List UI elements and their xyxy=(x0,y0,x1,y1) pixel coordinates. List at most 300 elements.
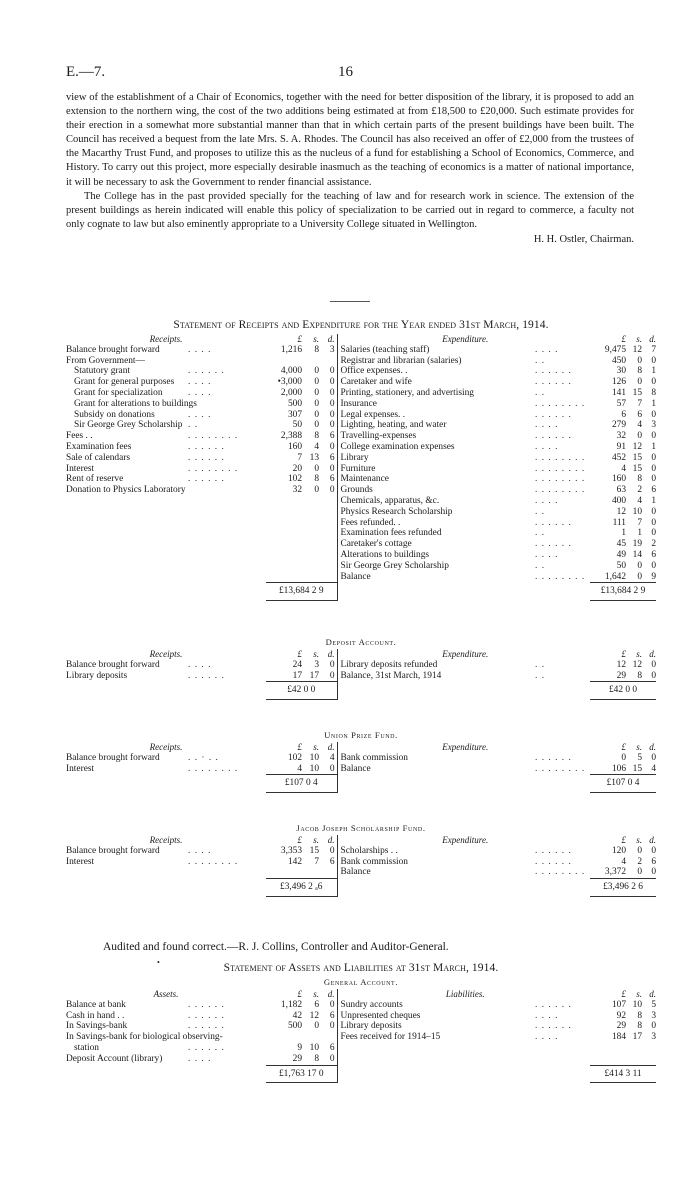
receipts-heading: Receipts. xyxy=(149,649,183,659)
receipt-pence: 0 xyxy=(319,420,337,431)
expenditure-shillings: 2 xyxy=(637,485,642,496)
expenditure-heading: Expenditure. xyxy=(337,649,590,660)
dot-leader: . . . . . . . . xyxy=(535,398,586,409)
receipt-pence: 0 xyxy=(319,399,337,410)
expenditure-pence: 1 xyxy=(651,398,656,409)
expenditure-pence: 6 xyxy=(651,856,656,867)
expenditure-shillings: 10 xyxy=(632,506,642,517)
expenditure-pounds: 400 xyxy=(611,495,626,506)
table-row xyxy=(66,1021,656,1032)
dot-leader: . . . . xyxy=(535,344,559,355)
receipt-shillings: 7 xyxy=(314,856,319,867)
expenditure-pounds: 91 xyxy=(616,441,626,452)
receipt-shillings: 13 xyxy=(309,452,319,463)
receipt-pounds xyxy=(266,572,302,583)
receipt-shillings: 8 xyxy=(314,344,319,355)
expenditure-pounds: 6 xyxy=(621,409,626,420)
receipt-shillings: 0 xyxy=(314,409,319,420)
spacer xyxy=(66,1065,266,1083)
receipt-pence: 0 xyxy=(319,377,337,388)
receipt-pence: 6 xyxy=(319,431,337,442)
dot-leader: . . . . . . . . xyxy=(535,474,586,485)
expenditure-item: Sundry accounts xyxy=(337,1000,535,1011)
receipt-shillings xyxy=(302,867,319,878)
pence-header: d. xyxy=(649,334,656,344)
expenditure-pence: 0 xyxy=(651,377,656,388)
expenditure-shillings: 0 xyxy=(637,560,642,571)
receipt-item xyxy=(66,561,188,572)
receipt-shillings: 6 xyxy=(314,999,319,1010)
dot-leader: . . . . . . xyxy=(535,999,572,1010)
expenditure-pence: 0 xyxy=(651,845,656,856)
expenditure-shillings xyxy=(626,1054,642,1065)
expenditure-item: Fees refunded. . xyxy=(337,518,535,529)
table-row xyxy=(66,1000,656,1011)
dot-leader: . . . . . . . . xyxy=(535,763,586,774)
expenditure-pence: 9 xyxy=(651,571,656,582)
table-row xyxy=(66,671,656,682)
receipt-pence: 0 xyxy=(319,846,337,857)
expenditure-pounds: 452 xyxy=(611,452,626,463)
totals-row xyxy=(66,775,656,793)
receipt-shillings: 12 xyxy=(309,1010,319,1021)
receipt-pence xyxy=(319,867,337,878)
dot-leader: . . . . xyxy=(188,659,212,670)
expenditure-pounds: 92 xyxy=(616,1010,627,1021)
receipt-pounds: 102 xyxy=(287,474,302,485)
expenditure-pounds: 29 xyxy=(616,1021,627,1032)
account-table xyxy=(66,334,656,601)
receipts-heading: Receipts. xyxy=(149,742,183,752)
page-number: 16 xyxy=(338,64,353,80)
pence-header: d. xyxy=(649,649,656,659)
receipt-item: Library deposits xyxy=(66,670,128,681)
expenditure-pence: 0 xyxy=(651,452,656,463)
receipt-shillings: 0 xyxy=(314,366,319,377)
receipt-pence: 4 xyxy=(319,753,337,764)
table-row xyxy=(66,388,656,399)
receipt-shillings: 8 xyxy=(314,431,319,442)
receipt-shillings: 0 xyxy=(314,420,319,431)
receipt-item: Examination fees xyxy=(66,441,132,452)
expenditure-item: Fees received for 1914–15 xyxy=(337,1032,535,1043)
expenditure-item: Legal expenses. . xyxy=(337,410,535,421)
expenditure-item: Examination fees refunded xyxy=(337,528,535,539)
receipt-pence: 6 xyxy=(319,1043,337,1054)
expenditure-item: Balance xyxy=(337,867,535,878)
expenditure-pounds xyxy=(590,1043,626,1054)
expenditure-item: Chemicals, apparatus, &c. xyxy=(337,496,535,507)
receipt-pence: 0 xyxy=(319,1054,337,1065)
table-row xyxy=(66,496,656,507)
receipt-pence: 0 xyxy=(319,366,337,377)
dot-leader: . . . . xyxy=(535,1010,559,1021)
expenditure-item: Bank commission xyxy=(337,753,535,764)
receipt-item: Sir George Grey Scholarship xyxy=(74,420,183,431)
table-row xyxy=(66,753,656,764)
expenditure-shillings: 4 xyxy=(637,420,642,431)
receipt-pounds xyxy=(266,867,302,878)
expenditure-pence: 7 xyxy=(651,344,656,355)
receipt-shillings: 0 xyxy=(314,485,319,496)
expenditure-shillings: 6 xyxy=(637,409,642,420)
table-row xyxy=(66,846,656,857)
expenditure-pounds: 184 xyxy=(611,1032,627,1043)
expenditure-item: Unpresented cheques xyxy=(337,1011,535,1022)
receipt-pence xyxy=(319,561,337,572)
jacob-joseph-scholarship-fund xyxy=(66,823,656,897)
pounds-header: £ xyxy=(621,334,626,344)
expenditure-pence: 3 xyxy=(651,1010,657,1021)
receipt-pounds: 7 xyxy=(297,452,302,463)
expenditure-pounds: 32 xyxy=(616,431,626,442)
receipt-pounds xyxy=(266,356,302,367)
dot-leader: . . xyxy=(535,659,546,670)
dot-leader: . . xyxy=(188,420,199,431)
dot-leader xyxy=(188,518,266,529)
receipt-item: In Savings-bank for biological observing- xyxy=(66,1032,223,1043)
dot-leader xyxy=(188,507,266,518)
expenditure-pence xyxy=(642,1054,656,1065)
pence-header: d. xyxy=(319,649,337,660)
receipt-pounds xyxy=(266,507,302,518)
expenditure-shillings: 0 xyxy=(637,431,642,442)
account-table xyxy=(66,835,656,897)
expenditure-shillings: 15 xyxy=(632,463,642,474)
receipt-pounds xyxy=(266,539,302,550)
dot-leader: . . xyxy=(535,506,546,517)
dot-leader xyxy=(535,1054,590,1065)
receipt-item xyxy=(66,550,188,561)
expenditure-shillings: 0 xyxy=(637,377,642,388)
expenditure-pence: 0 xyxy=(651,1021,657,1032)
spacer xyxy=(66,682,266,700)
receipt-shillings: 8 xyxy=(314,1053,319,1064)
spacer xyxy=(337,583,590,601)
expenditure-item: Printing, stationery, and advertising xyxy=(337,388,535,399)
expenditure-shillings: 0 xyxy=(637,845,642,856)
dot-leader: . . . . xyxy=(188,1053,212,1064)
expenditure-pence: 0 xyxy=(651,431,656,442)
receipt-pounds: 500 xyxy=(287,398,302,409)
expenditure-heading: Expenditure. xyxy=(337,334,590,345)
expenditure-pence: 0 xyxy=(651,659,656,670)
spacer xyxy=(66,879,266,897)
receipt-shillings xyxy=(302,550,319,561)
dot-leader: . . . . . . . . xyxy=(188,431,239,442)
expenditure-shillings: 12 xyxy=(632,441,642,452)
expenditure-pence: 0 xyxy=(651,474,656,485)
shillings-header: s. xyxy=(636,649,642,659)
expenditure-shillings: 8 xyxy=(637,366,642,377)
table-row xyxy=(66,561,656,572)
expenditure-item: Library xyxy=(337,453,535,464)
audit-statement: Audited and found correct.—R. J. Collins, Controller and Auditor-General. xyxy=(103,941,449,953)
receipt-item xyxy=(66,572,188,583)
deposit-account xyxy=(66,637,656,700)
receipt-pounds: 1,182 xyxy=(280,999,302,1010)
expenditure-item: Library deposits refunded xyxy=(337,660,535,671)
table-row xyxy=(66,442,656,453)
receipt-shillings xyxy=(302,561,319,572)
table-row xyxy=(66,453,656,464)
receipt-item: Grant for specialization xyxy=(74,387,163,398)
receipt-pounds: 20 xyxy=(292,463,302,474)
expenditure-total: £3,496 2 6 xyxy=(590,879,656,897)
table-row xyxy=(66,431,656,442)
receipt-shillings: 0 xyxy=(314,377,319,388)
receipt-pence xyxy=(319,528,337,539)
table-row xyxy=(66,857,656,868)
shillings-header: s. xyxy=(636,742,642,752)
dot-leader: . . . . xyxy=(535,441,559,452)
audit-mark: • xyxy=(157,958,160,967)
expenditure-pounds: 3,372 xyxy=(604,867,626,878)
dot-leader: . . . . xyxy=(188,387,212,398)
expenditure-pounds: 126 xyxy=(611,377,626,388)
receipt-pounds: 142 xyxy=(287,856,302,867)
expenditure-pounds: 30 xyxy=(616,366,626,377)
expenditure-pounds: 120 xyxy=(611,845,626,856)
pounds-header: £ xyxy=(621,742,626,752)
totals-row xyxy=(66,1065,656,1083)
table-row xyxy=(66,764,656,775)
receipt-pence: 0 xyxy=(319,442,337,453)
chairman-signature: H. H. Ostler, Chairman. xyxy=(533,233,634,245)
pounds-header: £ xyxy=(621,649,626,659)
table-row xyxy=(66,464,656,475)
column-header-row xyxy=(66,334,656,345)
receipt-item: Subsidy on donations xyxy=(74,409,155,420)
expenditure-item: Insurance xyxy=(337,399,535,410)
expenditure-item xyxy=(337,1043,535,1054)
receipts-heading: Assets. xyxy=(153,989,179,999)
expenditure-item: Scholarships . . xyxy=(337,846,535,857)
expenditure-shillings xyxy=(626,1043,642,1054)
expenditure-item xyxy=(337,1054,535,1065)
receipt-pounds: 29 xyxy=(292,1053,302,1064)
table-row xyxy=(66,1011,656,1022)
receipt-item xyxy=(66,528,188,539)
expenditure-pence: 1 xyxy=(651,441,656,452)
receipt-item: Grant for alterations to buildings xyxy=(74,398,197,409)
dot-leader xyxy=(188,867,266,878)
receipt-shillings: 3 xyxy=(314,659,319,670)
pounds-header: £ xyxy=(297,649,302,659)
receipt-shillings xyxy=(302,539,319,550)
receipts-total: £13,684 2 9 xyxy=(266,583,337,601)
receipt-item: Balance brought forward xyxy=(66,845,160,856)
pounds-header: £ xyxy=(621,989,627,999)
expenditure-shillings: 8 xyxy=(637,670,642,681)
table-row xyxy=(66,366,656,377)
pounds-header: £ xyxy=(297,989,302,999)
expenditure-pounds: 106 xyxy=(611,763,626,774)
expenditure-item: Balance xyxy=(337,572,535,583)
account-table xyxy=(66,989,656,1083)
dot-leader: . . . . xyxy=(535,495,559,506)
expenditure-pounds: 4 xyxy=(621,463,626,474)
expenditure-item: Library deposits xyxy=(337,1021,535,1032)
receipt-pence: 0 xyxy=(319,764,337,775)
shillings-header: s. xyxy=(313,334,319,344)
section-divider xyxy=(330,301,370,302)
expenditure-item: Physics Research Scholarship xyxy=(337,507,535,518)
expenditure-item: Balance xyxy=(337,764,535,775)
table-row xyxy=(66,518,656,529)
assets-liabilities-title: Statement of Assets and Liabilities at 31st March, 1914. xyxy=(223,962,499,974)
dot-leader xyxy=(188,572,266,583)
dot-leader: . . . . xyxy=(188,845,212,856)
receipt-shillings xyxy=(302,356,319,367)
receipt-pence: 0 xyxy=(319,464,337,475)
table-row xyxy=(66,528,656,539)
receipt-shillings: 4 xyxy=(314,441,319,452)
expenditure-total: £13,684 2 9 xyxy=(590,583,656,601)
pounds-header: £ xyxy=(297,835,302,845)
expenditure-pence: 4 xyxy=(651,763,656,774)
receipt-pence: 0 xyxy=(319,1021,337,1032)
column-header-row xyxy=(66,989,656,1000)
table-row xyxy=(66,660,656,671)
receipt-shillings: 0 xyxy=(314,398,319,409)
receipt-pence: 0 xyxy=(319,410,337,421)
account-table xyxy=(66,649,656,700)
column-header-row xyxy=(66,835,656,846)
expenditure-pence xyxy=(642,1043,656,1054)
dot-leader: . . . . . . xyxy=(535,517,572,528)
receipt-shillings xyxy=(302,1032,319,1043)
expenditure-item: Lighting, heating, and water xyxy=(337,420,535,431)
expenditure-shillings: 2 xyxy=(637,856,642,867)
dot-leader xyxy=(188,539,266,550)
expenditure-pence: 0 xyxy=(651,560,656,571)
expenditure-pence: 6 xyxy=(651,485,656,496)
receipt-pounds: 1,216 xyxy=(280,344,302,355)
expenditure-pence: 0 xyxy=(651,670,656,681)
receipts-expenditure-statement xyxy=(66,319,656,601)
shillings-header: s. xyxy=(313,742,319,752)
expenditure-pence: 0 xyxy=(651,752,656,763)
expenditure-pence: 8 xyxy=(651,387,656,398)
table-row xyxy=(66,1032,656,1043)
expenditure-item: Registrar and librarian (salaries) xyxy=(337,356,535,367)
expenditure-pence: 0 xyxy=(651,867,656,878)
receipt-pounds xyxy=(266,561,302,572)
receipt-pounds: 307 xyxy=(287,409,302,420)
expenditure-pence: 1 xyxy=(651,495,656,506)
dot-leader: . . . . . . xyxy=(535,366,572,377)
expenditure-shillings: 12 xyxy=(632,344,642,355)
table-row xyxy=(66,572,656,583)
expenditure-pounds: 4 xyxy=(621,856,626,867)
dot-leader: . . . . . . xyxy=(188,366,225,377)
spacer xyxy=(337,1065,590,1083)
receipt-pence xyxy=(319,572,337,583)
dot-leader: . . . . . . . . xyxy=(188,463,239,474)
receipts-total: £3,496 2 ₐ6 xyxy=(266,879,337,897)
expenditure-shillings: 15 xyxy=(632,452,642,463)
jacob-joseph-fund-title: Jacob Joseph Scholarship Fund. xyxy=(296,823,426,833)
receipt-pence: 6 xyxy=(319,474,337,485)
totals-row xyxy=(66,682,656,700)
expenditure-pounds: 9,475 xyxy=(604,344,626,355)
dot-leader: . . . . . . xyxy=(188,1021,225,1032)
dot-leader: . . . . . . xyxy=(535,845,572,856)
dot-leader: . . . . . . . . xyxy=(535,452,586,463)
expenditure-pence: 3 xyxy=(651,1032,657,1043)
document-reference: E.—7. xyxy=(66,64,106,80)
receipt-shillings: 0 xyxy=(314,1021,319,1032)
pence-header: d. xyxy=(319,334,337,345)
dot-leader: . . . . . . xyxy=(535,856,572,867)
expenditure-pounds: 63 xyxy=(616,485,626,496)
table-row xyxy=(66,507,656,518)
expenditure-item: Office expenses. . xyxy=(337,366,535,377)
pence-header: d. xyxy=(649,742,656,752)
receipt-pounds: 32 xyxy=(292,485,302,496)
dot-leader: . . . . . . xyxy=(188,999,225,1010)
expenditure-shillings: 0 xyxy=(637,355,642,366)
expenditure-pounds: 1 xyxy=(621,528,626,539)
expenditure-pounds: 107 xyxy=(611,999,627,1010)
receipt-pence xyxy=(319,550,337,561)
receipt-item: Balance brought forward xyxy=(66,659,160,670)
receipt-pence: 3 xyxy=(319,345,337,356)
expenditure-item: Travelling-expenses xyxy=(337,431,535,442)
expenditure-item: Caretaker and wife xyxy=(337,377,535,388)
receipt-pounds: 160 xyxy=(287,441,302,452)
dot-leader xyxy=(188,496,266,507)
receipt-pence xyxy=(319,518,337,529)
table-row xyxy=(66,539,656,550)
expenditure-total: £107 0 4 xyxy=(590,775,656,793)
dot-leader: . . . . . . xyxy=(188,1042,225,1053)
receipt-item: From Government— xyxy=(66,355,145,366)
receipt-item: Balance brought forward xyxy=(66,344,160,355)
receipt-pounds xyxy=(266,550,302,561)
receipt-item: Balance brought forward xyxy=(66,752,160,763)
expenditure-shillings: 4 xyxy=(637,495,642,506)
receipt-shillings xyxy=(302,507,319,518)
expenditure-pounds: 50 xyxy=(616,560,626,571)
dot-leader: . . . . . . xyxy=(535,409,572,420)
dot-leader xyxy=(188,561,266,572)
receipt-pence: 0 xyxy=(319,485,337,496)
dot-leader: . . . . . . xyxy=(535,752,572,763)
receipt-shillings: 10 xyxy=(309,763,319,774)
expenditure-item: Furniture xyxy=(337,464,535,475)
receipts-total: £107 0 4 xyxy=(266,775,337,793)
receipt-item xyxy=(66,539,188,550)
dot-leader xyxy=(188,356,266,367)
receipt-item: In Savings-bank xyxy=(66,1021,128,1032)
table-row xyxy=(66,485,656,496)
union-prize-fund-title: Union Prize Fund. xyxy=(324,730,398,740)
table-row xyxy=(66,377,656,388)
receipt-item xyxy=(66,867,188,878)
receipts-heading: Receipts. xyxy=(149,835,183,845)
column-header-row xyxy=(66,649,656,660)
receipt-pence xyxy=(319,539,337,550)
shillings-header: s. xyxy=(636,989,643,999)
receipt-shillings: 10 xyxy=(309,752,319,763)
expenditure-shillings: 5 xyxy=(637,752,642,763)
expenditure-pounds: 12 xyxy=(616,659,626,670)
dot-leader: . . . . . . xyxy=(188,670,225,681)
expenditure-pounds: 0 xyxy=(621,752,626,763)
expenditure-pounds: 45 xyxy=(616,539,626,550)
